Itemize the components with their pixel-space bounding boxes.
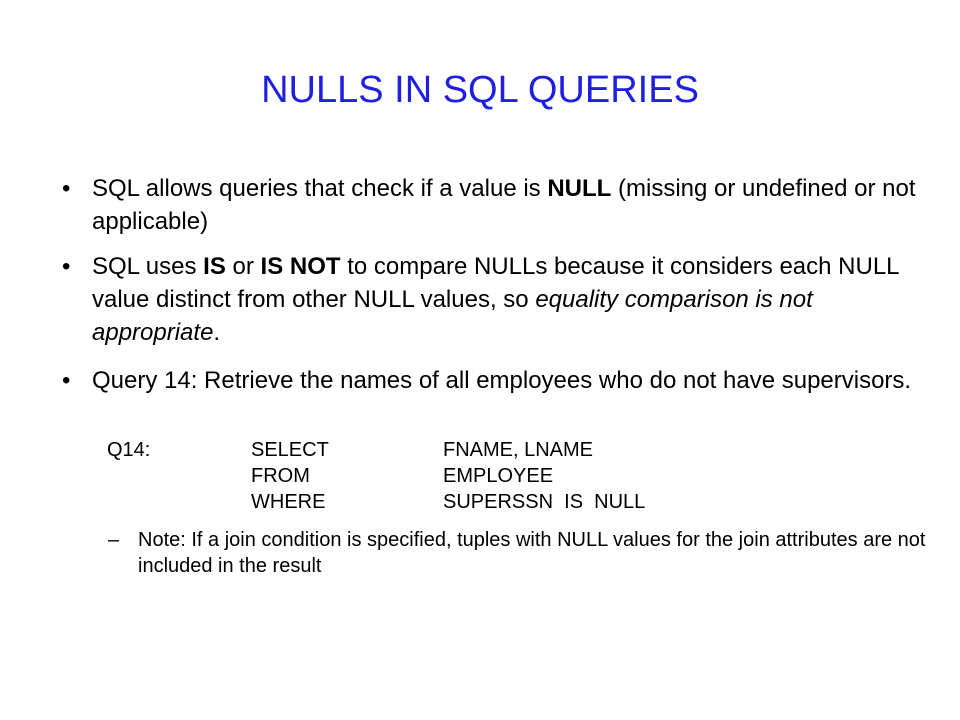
query-clause: FNAME, LNAME bbox=[443, 439, 594, 461]
bullet-text: SQL allows queries that check if a value is NULL (missing or undefined or not applicable) bbox=[92, 175, 916, 235]
query-row-where bbox=[107, 489, 807, 515]
bullet-item-is-not bbox=[62, 250, 922, 349]
note-text: Note: If a join condition is specified, tuples with NULL values for the join attributes are not included in the result bbox=[138, 529, 926, 577]
dash-icon: – bbox=[108, 529, 120, 551]
bullet-text: SQL uses IS or IS NOT to compare NULLs because it considers each NULL value distinct from other NULL values, so equality comparison is not appropriate. bbox=[92, 253, 899, 346]
bullet-icon: • bbox=[62, 175, 71, 202]
bullet-icon: • bbox=[62, 253, 71, 280]
bullet-icon: • bbox=[62, 367, 71, 394]
query-keyword: FROM bbox=[251, 465, 310, 487]
query-row-select bbox=[107, 437, 807, 463]
query-clause: EMPLOYEE bbox=[443, 465, 554, 487]
bullet-text: Query 14: Retrieve the names of all employees who do not have supervisors. bbox=[92, 367, 912, 394]
query-clause: SUPERSSN IS NULL bbox=[443, 491, 646, 513]
query-keyword: SELECT bbox=[251, 439, 329, 461]
slide-title: NULLS IN SQL QUERIES bbox=[261, 69, 699, 111]
query-block bbox=[107, 437, 807, 515]
query-row-from bbox=[107, 463, 807, 489]
bullet-item-query-14 bbox=[62, 364, 922, 397]
query-label: Q14: bbox=[107, 439, 151, 461]
query-keyword: WHERE bbox=[251, 491, 326, 513]
note-item bbox=[108, 527, 938, 579]
bullet-item-null-check bbox=[62, 172, 922, 238]
